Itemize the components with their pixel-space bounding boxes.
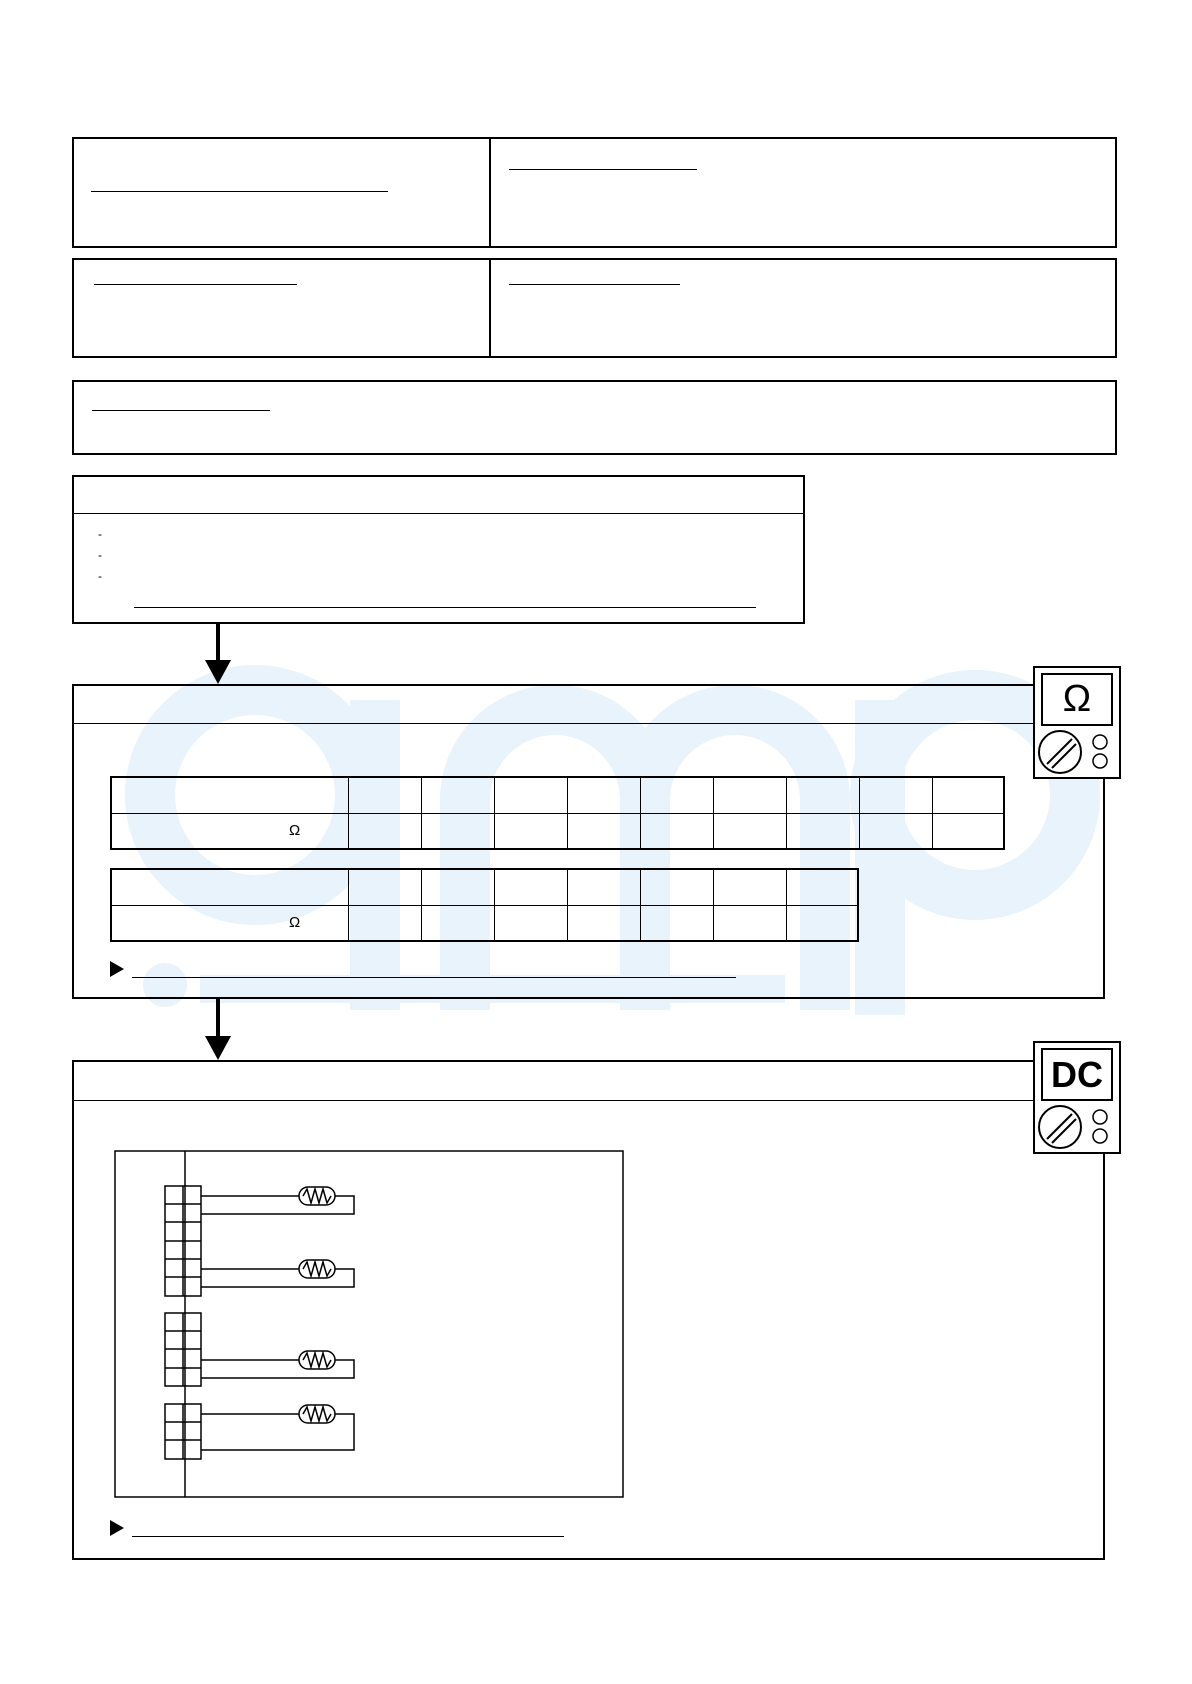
table-header-cell (112, 778, 349, 848)
table-header-cell (112, 870, 349, 940)
meter-dial-icon (1035, 1103, 1119, 1153)
resistance-table-2 (110, 868, 859, 942)
table-cell (495, 778, 568, 848)
ohmmeter-icon (1033, 666, 1121, 779)
step-header-divider (74, 513, 803, 514)
table-cell (422, 778, 495, 848)
note-rule (132, 1536, 564, 1537)
table-cell (349, 778, 422, 848)
table-cell (641, 870, 714, 940)
connector-a (165, 1186, 201, 1296)
connector-c (165, 1404, 201, 1459)
heading-rule (92, 410, 270, 411)
table-cell (568, 778, 641, 848)
step-header-divider (74, 723, 1103, 724)
step-box-resistance (72, 684, 1105, 999)
table-cell (714, 870, 787, 940)
info-box-top-right (489, 137, 1117, 248)
table-cell (641, 778, 714, 848)
thermistor-icon (299, 1405, 335, 1423)
table-cell (787, 778, 860, 848)
table-cell (860, 778, 933, 848)
ohm-symbol: Ω (1062, 678, 1092, 720)
list-bullet: - (98, 527, 102, 541)
meter-display (1041, 1048, 1113, 1101)
dc-symbol: DC (1051, 1054, 1103, 1095)
list-bullet: - (98, 548, 102, 562)
flow-arrow-down-icon (205, 624, 231, 684)
info-box-mid-left (72, 258, 491, 358)
heading-rule (91, 191, 388, 192)
step-box-check (72, 475, 805, 624)
list-bullet: - (98, 569, 102, 583)
thermistor-icon (299, 1351, 335, 1369)
step-header-divider (74, 1100, 1103, 1101)
ohm-unit-label: Ω (289, 822, 301, 839)
heading-rule (509, 284, 680, 285)
thermistor-icon (299, 1187, 335, 1205)
play-triangle-icon (110, 961, 124, 977)
heading-rule (509, 169, 697, 170)
table-cell (495, 870, 568, 940)
wiring-diagram (114, 1150, 624, 1500)
resistance-table-1 (110, 776, 1005, 850)
table-cell (568, 870, 641, 940)
heading-rule (134, 607, 756, 608)
heading-rule (94, 284, 297, 285)
play-triangle-icon (110, 1520, 124, 1536)
thermistor-icon (299, 1260, 335, 1278)
step-box-voltage (72, 1060, 1105, 1560)
table-cell (714, 778, 787, 848)
dc-voltmeter-icon (1033, 1041, 1121, 1154)
meter-display (1041, 673, 1113, 726)
note-rule (132, 977, 736, 978)
info-box-top-left (72, 137, 491, 248)
info-box-mid-right (489, 258, 1117, 358)
ohm-unit-label: Ω (289, 914, 301, 931)
meter-dial-icon (1035, 728, 1119, 778)
info-box-wide (72, 380, 1117, 455)
connector-b (165, 1313, 201, 1386)
table-cell (349, 870, 422, 940)
flow-arrow-down-icon (205, 998, 231, 1060)
table-cell (422, 870, 495, 940)
